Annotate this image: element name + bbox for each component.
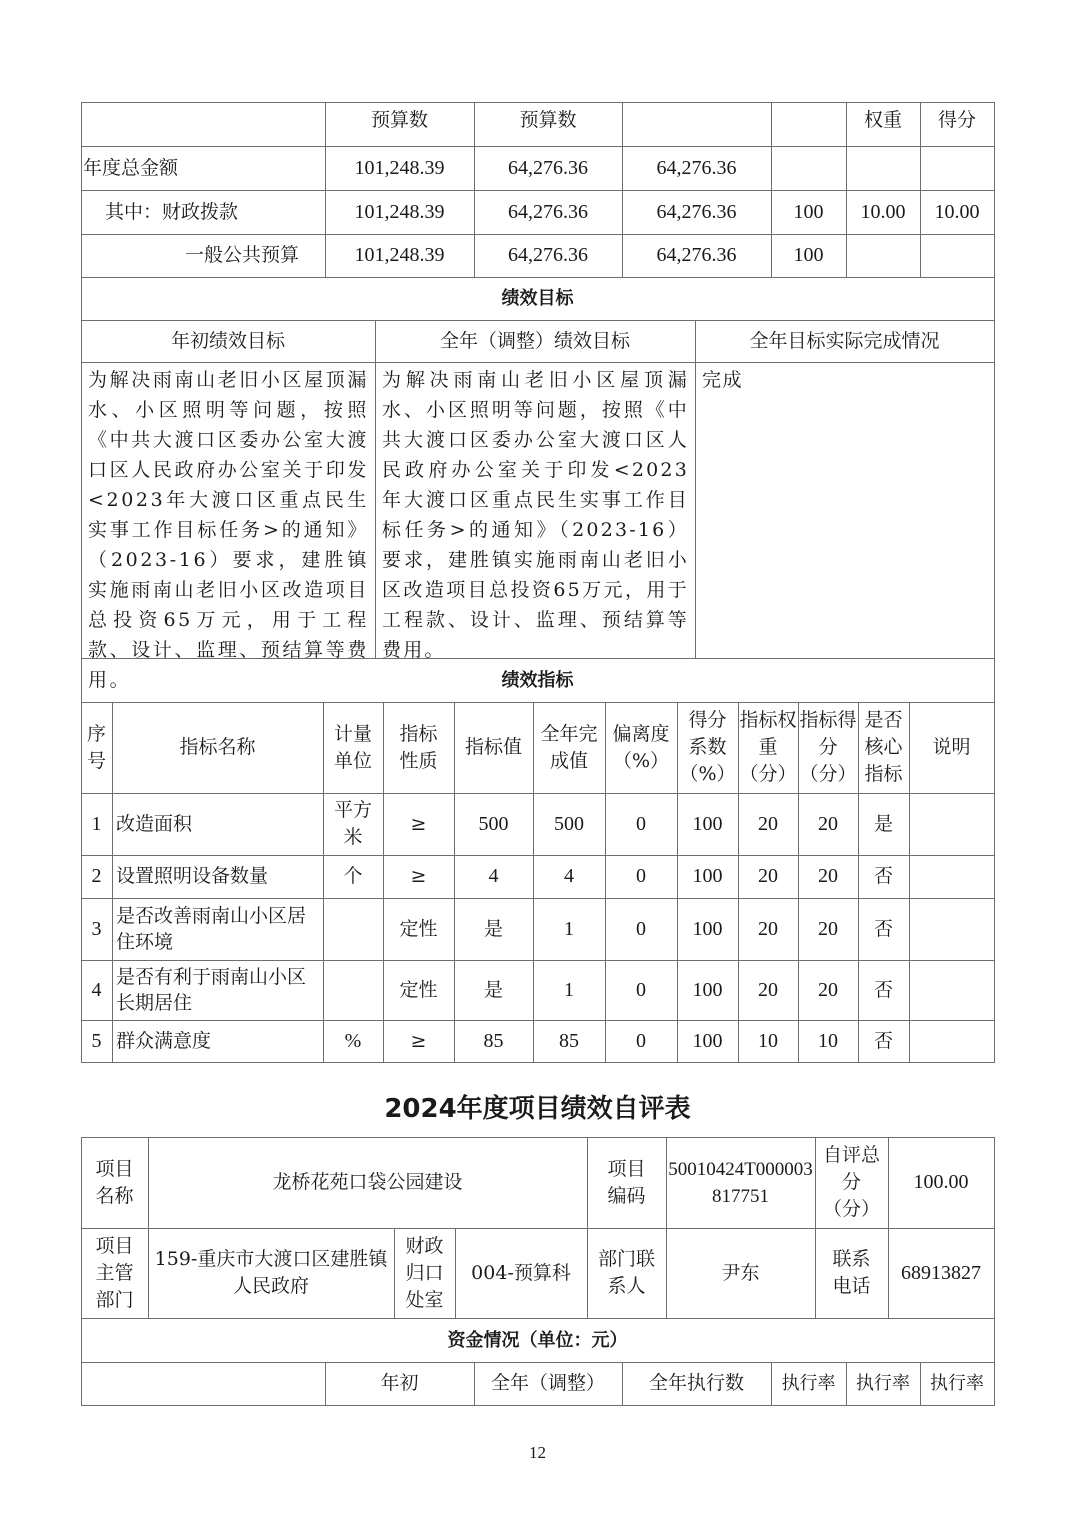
ind-deviation: 0 [636,1029,646,1052]
funds-header-adjusted: 全年（调整） [490,1372,605,1394]
ind-nature: ≥ [410,865,427,887]
goals-header-adjusted: 全年（调整）绩效目标 [439,329,630,352]
project-code-value: 50010424T000003817751 [668,1158,813,1207]
row-label-general-budget: 一般公共预算 [184,244,299,266]
ind-core: 否 [873,1029,893,1052]
ind-target: 85 [483,1029,504,1052]
ind-score: 10 [818,1029,838,1052]
ind-coef: 100 [692,865,723,887]
ind-actual: 1 [564,978,574,1001]
ind-header-target: 指标值 [464,736,522,758]
ind-core: 否 [873,978,893,1001]
ind-note [909,898,994,960]
row-fiscal-weight: 10.00 [860,200,906,223]
ind-deviation: 0 [636,917,646,940]
dept-value: 159-重庆市大渡口区建胜镇人民政府 [154,1248,388,1297]
ind-actual: 4 [564,865,574,887]
ind-note [909,855,994,898]
ind-target: 是 [483,917,503,940]
ind-coef: 100 [692,812,723,835]
col-header-weight: 权重 [863,108,902,131]
ind-unit: % [344,1029,362,1052]
ind-header-coef: 得分系数（%） [679,709,736,785]
ind-core: 是 [873,812,893,835]
ind-score: 20 [818,812,838,835]
ind-unit: 个 [343,865,363,887]
funds-header-rate-2: 执行率 [856,1373,910,1394]
row-fiscal-score: 10.00 [934,200,980,223]
funds-header-rate-3: 执行率 [930,1373,984,1394]
row-fiscal-adjusted: 64,276.36 [508,200,588,223]
ind-deviation: 0 [636,812,646,835]
row-fiscal-rate: 100 [793,200,824,223]
ind-header-weight: 指标权重（分） [739,709,797,785]
ind-actual: 85 [559,1029,579,1052]
ind-coef: 100 [692,917,723,940]
ind-header-score: 指标得分（分） [799,709,857,785]
funds-header-initial: 年初 [380,1372,419,1394]
funds-header-rate-1: 执行率 [781,1373,836,1394]
col-header-initial-budget: 预算数 [370,108,428,131]
ind-name: 群众满意度 [116,1029,212,1052]
phone-label: 联系电话 [832,1248,871,1297]
row-general-initial: 101,248.39 [354,244,445,266]
dept-label: 项目主管部门 [95,1234,134,1311]
goals-section-title: 绩效目标 [501,288,574,309]
adjusted-goal-text: 为解决雨南山老旧小区屋顶漏水、小区照明等问题，按照《中共大渡口区委办公室大渡口区人民政府办公室关于印发<2023年大渡口区重点民生实事工作目标任务>的通知》（2023-16）要求，建胜镇实施雨南山老旧小区改造项目总投资65万元，用于工程款、设计、监理、预结算等费用。 [382,369,689,661]
col-header-adjusted-budget: 预算数 [519,108,577,131]
ind-nature: 定性 [399,978,438,1001]
indicators-section-title: 绩效指标 [501,669,574,691]
ind-no: 1 [91,812,102,835]
form-title: 2024年度项目绩效自评表 [384,1094,691,1124]
finance-office-label: 财政归口处室 [405,1234,444,1311]
ind-header-deviation: 偏离度（%） [612,722,670,772]
ind-note [909,960,994,1020]
ind-unit [323,898,383,960]
row-fiscal-executed: 64,276.36 [656,200,737,223]
row-label-total: 年度总金额 [83,156,179,179]
ind-no: 5 [91,1029,102,1052]
ind-actual: 500 [554,812,584,835]
ind-weight: 20 [758,917,778,940]
ind-header-core: 是否核心指标 [864,709,903,785]
ind-target: 4 [488,865,499,887]
project-code-label: 项目编码 [607,1157,646,1207]
row-general-rate: 100 [793,244,824,266]
row-total-adjusted: 64,276.36 [508,156,588,179]
ind-no: 4 [91,978,102,1001]
ind-score: 20 [818,865,838,887]
total-score-label: 自评总分（分） [823,1144,881,1220]
funds-header-executed: 全年执行数 [648,1372,744,1394]
ind-core: 否 [873,865,893,887]
initial-goal-text: 为解决雨南山老旧小区屋顶漏水、小区照明等问题，按照《中共大渡口区委办公室大渡口区人民政府办公室关于印发<2023年大渡口区重点民生实事工作目标任务>的通知》（2023-16）要求，建胜镇实施雨南山老旧小区改造项目总投资65万元，用于工程款、设计、监理、预结算等费用。 [88,369,369,691]
ind-coef: 100 [692,978,723,1001]
row-label-fiscal: 其中：财政拨款 [105,200,239,223]
row-total-executed: 64,276.36 [656,156,737,179]
row-general-executed: 64,276.36 [656,244,737,266]
ind-header-no: 序号 [87,722,107,772]
finance-office-value: 004-预算科 [471,1261,571,1284]
ind-note [909,1020,994,1062]
phone-value: 68913827 [901,1261,981,1284]
ind-score: 20 [818,917,838,940]
contact-label: 部门联系人 [597,1248,655,1297]
ind-name: 改造面积 [116,812,193,835]
ind-nature: ≥ [410,1029,427,1052]
ind-note [909,793,994,855]
ind-header-actual: 全年完成值 [540,722,598,772]
ind-weight: 20 [758,812,778,835]
goals-header-actual: 全年目标实际完成情况 [749,329,940,352]
ind-target: 是 [483,978,503,1001]
ind-weight: 20 [758,978,778,1001]
ind-target: 500 [478,812,509,835]
ind-weight: 10 [758,1029,778,1052]
funds-section-title: 资金情况（单位：元） [447,1329,628,1351]
ind-nature: ≥ [410,812,427,835]
ind-unit: 平方米 [333,799,372,848]
ind-nature: 定性 [399,917,438,940]
ind-name: 设置照明设备数量 [116,865,269,887]
page-number: 12 [529,1443,546,1462]
row-general-adjusted: 64,276.36 [508,244,588,266]
project-name-value: 龙桥花苑口袋公园建设 [272,1171,463,1193]
ind-no: 2 [91,865,102,887]
col-header-score: 得分 [937,108,976,131]
ind-header-name: 指标名称 [179,736,256,758]
ind-name: 是否有利于雨南山小区长期居住 [116,966,307,1014]
project-name-label: 项目名称 [95,1157,134,1207]
goals-header-initial: 年初绩效目标 [170,329,285,352]
ind-unit [323,960,383,1020]
contact-value: 尹东 [721,1261,760,1284]
ind-score: 20 [818,978,838,1001]
ind-coef: 100 [692,1029,723,1052]
ind-header-unit: 计量单位 [333,722,372,772]
row-total-initial: 101,248.39 [354,156,445,179]
ind-header-nature: 指标性质 [399,722,438,772]
total-score-value: 100.00 [913,1171,969,1193]
ind-deviation: 0 [636,865,646,887]
ind-weight: 20 [758,865,778,887]
ind-deviation: 0 [636,978,646,1001]
ind-header-note: 说明 [932,736,971,758]
ind-core: 否 [873,917,893,940]
ind-no: 3 [91,917,102,940]
ind-actual: 1 [564,917,574,940]
ind-name: 是否改善雨南山小区居住环境 [116,905,307,953]
row-fiscal-initial: 101,248.39 [354,200,445,223]
actual-completion-text: 完成 [702,369,744,391]
